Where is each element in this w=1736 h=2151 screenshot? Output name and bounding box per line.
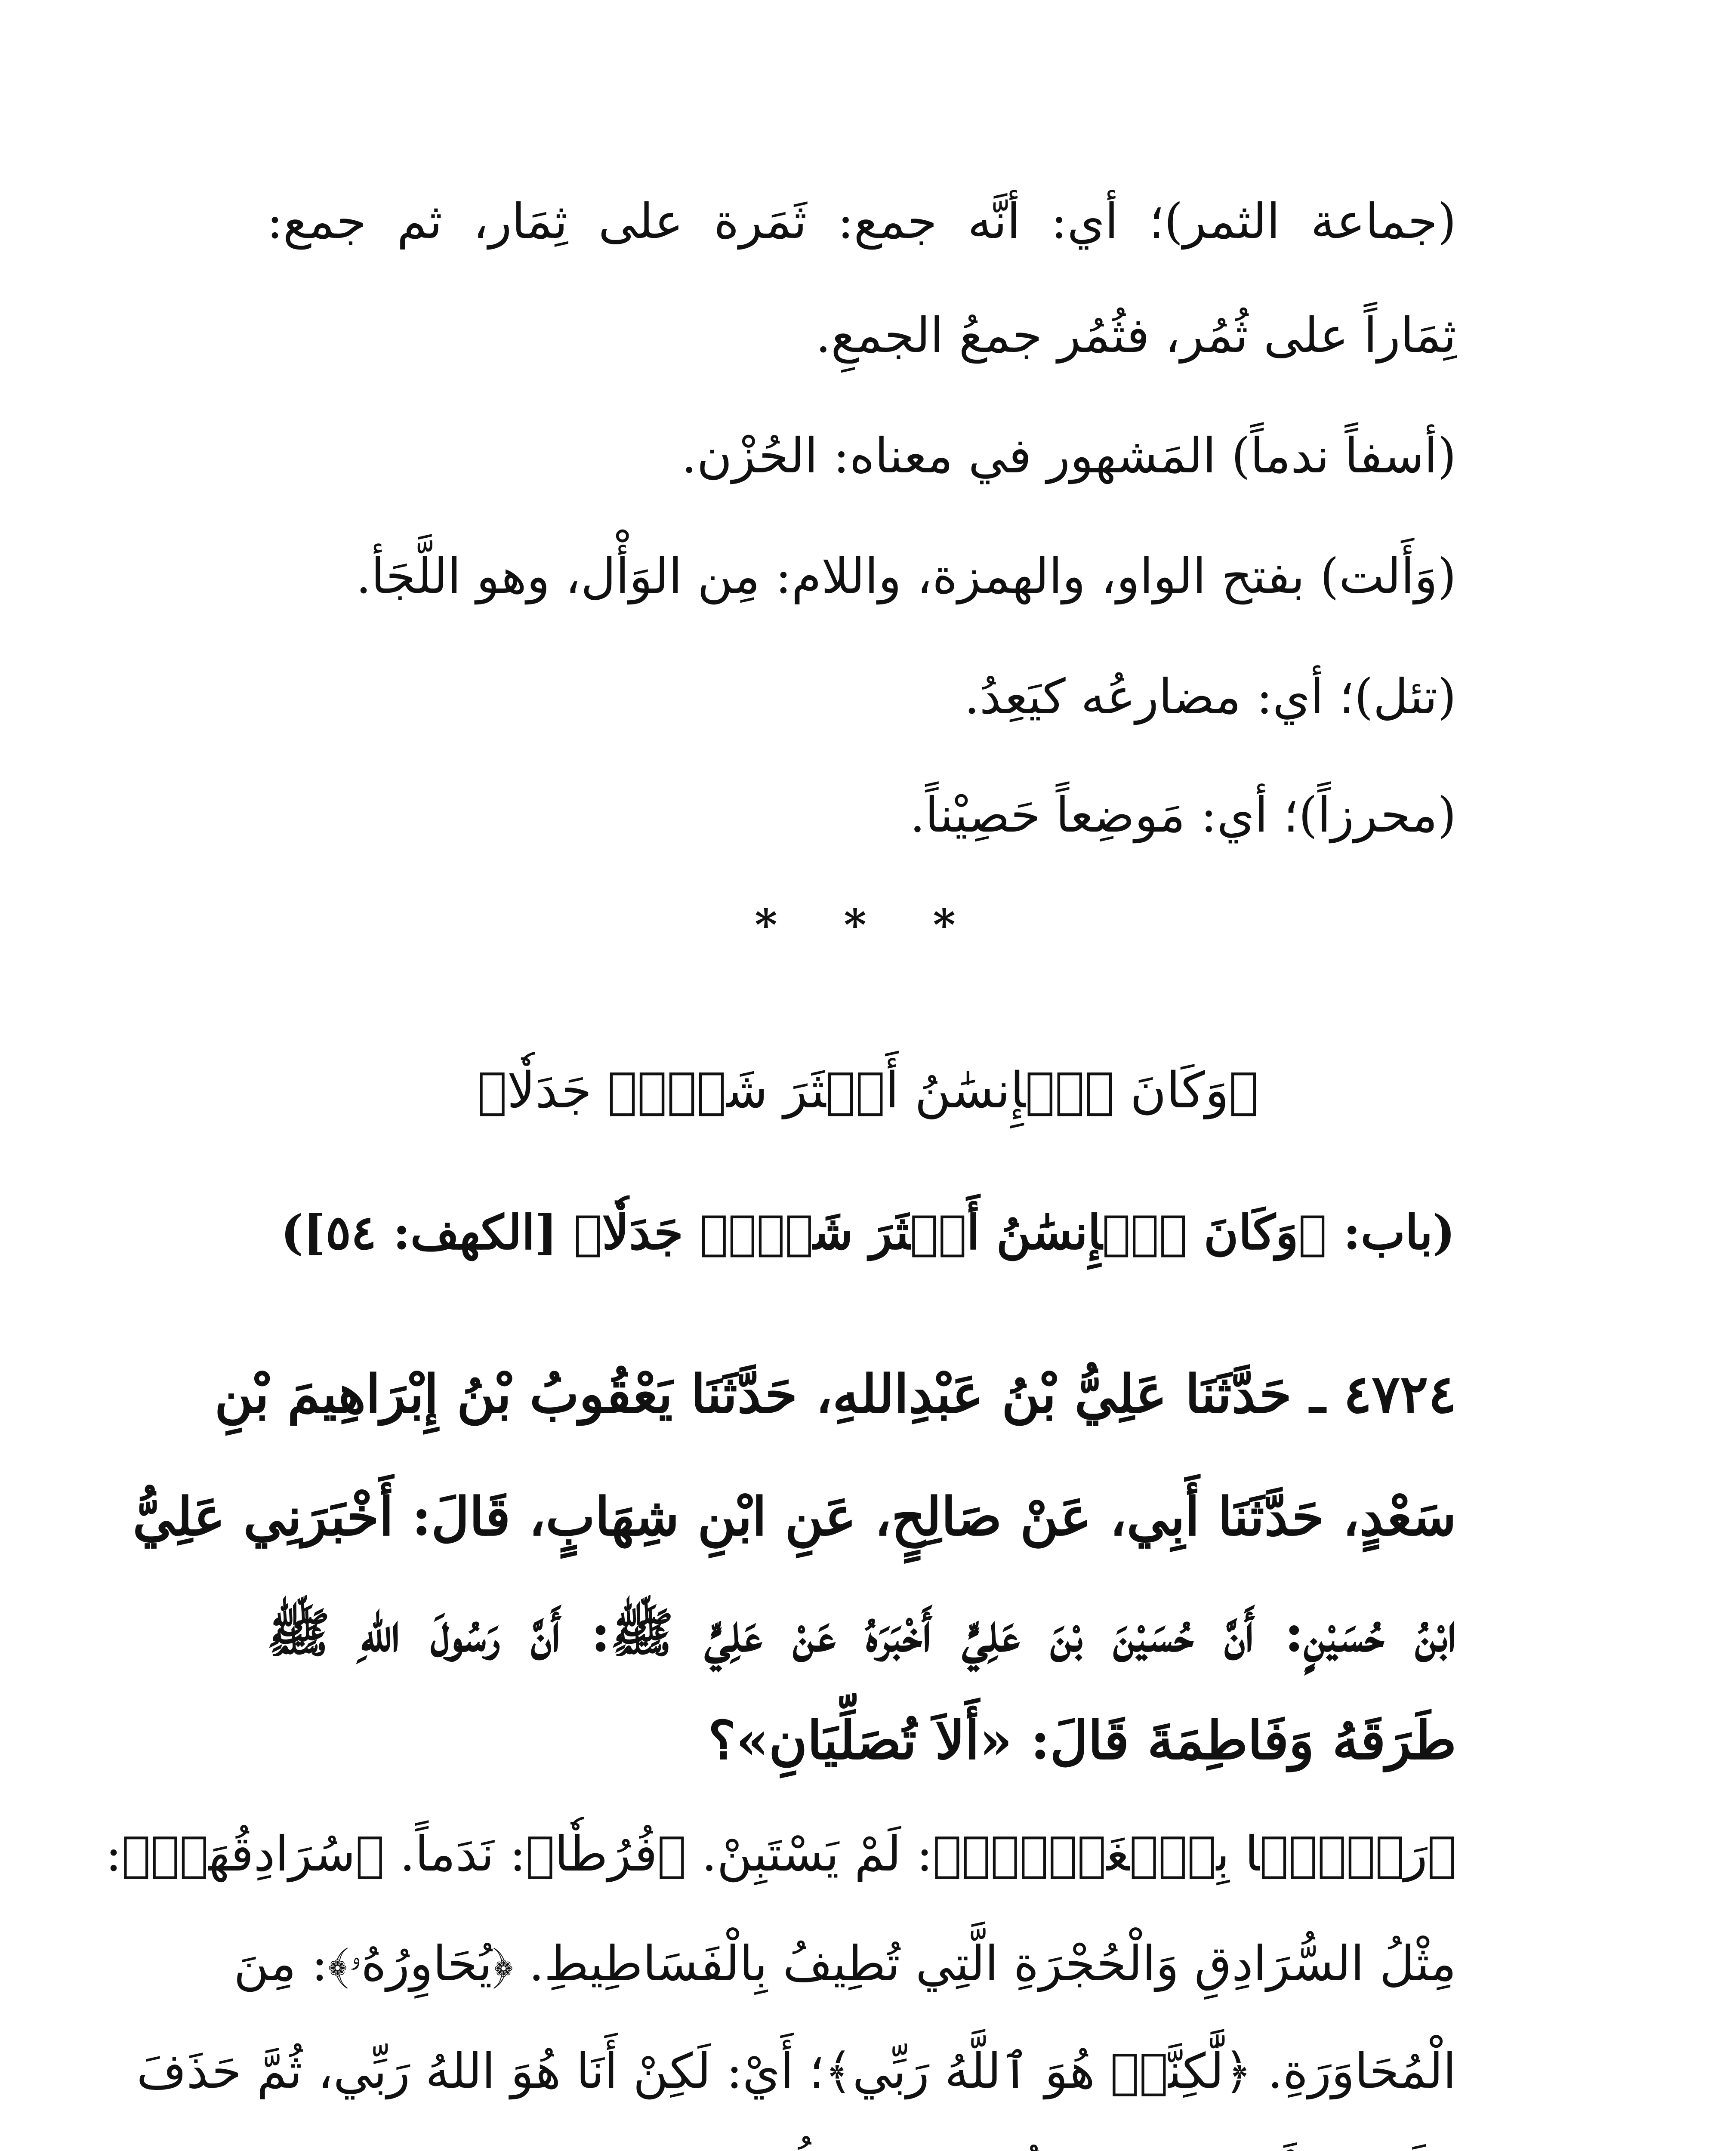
- gloss-line-1: ﴿رَجۡمَۢا بِٱلۡغَيۡبِۖ﴾: لَمْ يَسْتَبِنْ. ﴿فُرُطٗا﴾: نَدَماً. ﴿سُرَادِقُهَاۚ﴾:: [105, 1826, 1456, 1882]
- section-heading: ﴿وَكَانَ ٱلۡإِنسَٰنُ أَكۡثَرَ شَيۡءٖ جَدَلٗا﴾: [477, 1062, 1259, 1119]
- gloss-line-4: [267, 2149, 1456, 2151]
- gloss-line-2: مِثْلُ السُّرَادِقِ وَالْحُجْرَةِ الَّتِي تُطِيفُ بِالْفَسَاطِيطِ. ﴿يُحَاوِرُهُۥ﴾: مِنَ: [234, 1936, 1456, 1992]
- commentary-line-4: (وَأَلت) بفتح الواو، والهمزة، واللام: مِن الوَأْل، وهو اللَّجَأ.: [356, 549, 1456, 604]
- hadith-line-3: ابْنُ حُسَيْنٍ: أَنَّ حُسَيْنَ بْنَ عَلِيٍّ أَخْبَرَهُ عَنْ عَلِيٍّ ﷺ: أَنَّ رَسُولَ اللهِ ﷺ: [267, 1602, 1456, 1664]
- commentary-line-2: ثِمَاراً على ثُمُر، فثُمُر جمعُ الجمعِ.: [815, 308, 1456, 364]
- chapter-title: (باب: ﴿وَكَانَ ٱلۡإِنسَٰنُ أَكۡثَرَ شَيۡءٖ جَدَلٗا﴾ [الكهف: ٥٤]): [281, 1205, 1455, 1260]
- commentary-line-5: (تئل)؛ أي: مضارعُه كيَعِدُ.: [964, 669, 1456, 725]
- commentary-line-6: (محرزاً)؛ أي: مَوضِعاً حَصِيْناً.: [910, 787, 1456, 843]
- commentary-line-1: (جماعة الثمر)؛ أي: أنَّه جمع: ثَمَرة على ثِمَار، ثم جمع:: [267, 194, 1456, 250]
- hadith-line-1: ٤٧٢٤ ـ حَدَّثَنَا عَلِيُّ بْنُ عَبْدِاللهِ، حَدَّثَنَا يَعْقُوبُ بْنُ إِبْرَاهِيمَ بْنِ: [214, 1363, 1456, 1425]
- hadith-line-4: طَرَقَهُ وَفَاطِمَةَ قَالَ: «أَلاَ تُصَلِّيَانِ»؟: [708, 1709, 1456, 1771]
- section-separator: * * *: [755, 900, 981, 950]
- commentary-line-3: (أسفاً ندماً) المَشهور في معناه: الحُزْن.: [681, 428, 1456, 484]
- hadith-line-2: سَعْدٍ، حَدَّثَنَا أَبِي، عَنْ صَالِحٍ، عَنِ ابْنِ شِهَابٍ، قَالَ: أَخْبَرَنِي عَلِيُّ: [133, 1485, 1456, 1547]
- gloss-line-3: الْمُحَاوَرَةِ. ﴿لَّٰكِنَّا۠ هُوَ ٱللَّهُ رَبِّي﴾؛ أَيْ: لَكِنْ أَنَا هُوَ اللهُ رَبِّي، ثُمَّ حَذَفَ: [136, 2043, 1456, 2099]
